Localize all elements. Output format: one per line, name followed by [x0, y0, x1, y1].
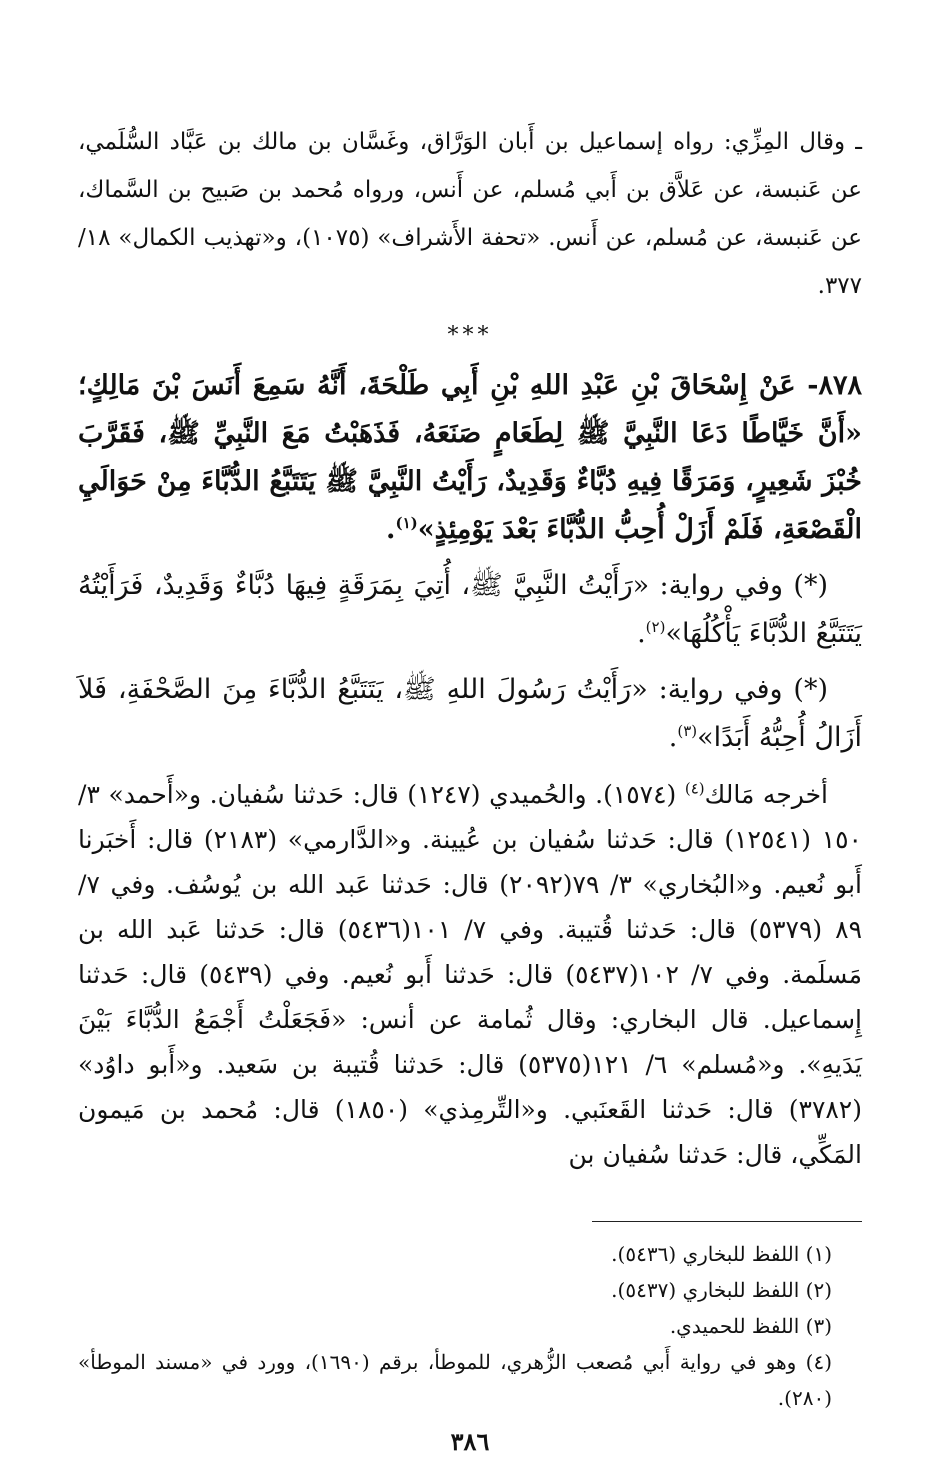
takhrij-text-rest: (١٥٧٤). والحُميدي (١٢٤٧) قال: حَدثنا سُفيان. و«أَحمد» ٣/ ١٥٠ (١٢٥٤١) قال: حَدثنا سُفيان بن عُيينة. و«الدَّارمي» (٢١٨٣) قال: أَخبَرنا أَبو نُعيم. و«البُخاري» ٣/ ٧٩(٢٠٩٢) قال: حَدثنا عَبد الله بن يُوسُف. وفي ٧/ ٨٩ (٥٣٧٩) قال: حَدثنا قُتيبة. وفي ٧/ ١٠١(٥٤٣٦) قال: حَدثنا عَبد الله بن مَسلَمة. وفي ٧/ ١٠٢(٥٤٣٧) قال: حَدثنا أَبو نُعيم. وفي (٥٤٣٩) قال: حَدثنا إِسماعيل. قال البخاري: وقال ثُمامة عن أنس: «فَجَعَلْتُ أَجْمَعُ الدُّبَّاءَ بَيْنَ يَدَيهِ». و«مُسلم» ٦/ ١٢١(٥٣٧٥) قال: حَدثنا قُتيبة بن سَعيد. و«أَبو داوُد» (٣٧٨٢) قال: حَدثنا القَعنَبي. و«التِّرمِذي» (١٨٥٠) قال: مُحمد بن مَيمون المَكِّي، قال: حَدثنا سُفيان بن — [78, 780, 863, 1169]
footnote-2: (٢) اللفظ للبخاري (٥٤٣٧). — [611, 1278, 832, 1302]
riwaya-1-period: . — [637, 618, 646, 649]
footnote-marker-1[interactable]: (١) — [395, 514, 418, 532]
hadith-number: ٨٧٨- — [807, 370, 862, 401]
takhrij-text-start: أخرجه مَالك — [704, 780, 828, 809]
riwaya-text-1: (*) وفي رواية: «رَأَيْتُ النَّبِيَّ ﷺ، أُتِيَ بِمَرَقَةٍ فِيهَا دُبَّاءٌ وَقَدِيدٌ، فَرَأَيْتُهُ يَتَتَبَّعُ الدُّبَّاءَ يَأْكُلُهَا» — [78, 570, 862, 649]
hadith-text: عَنْ إِسْحَاقَ بْنِ عَبْدِ اللهِ بْنِ أَبِي طَلْحَةَ، أَنَّهُ سَمِعَ أَنَسَ بْنَ مَالِكٍ؛ «أَنَّ خَيَّاطًا دَعَا النَّبِيَّ ﷺ لِطَعَامٍ صَنَعَهُ، فَذَهَبْتُ مَعَ النَّبِيِّ ﷺ، فَقَرَّبَ خُبْزَ شَعِيرٍ، وَمَرَقًا فِيهِ دُبَّاءٌ وَقَدِيدٌ، رَأَيْتُ النَّبِيَّ ﷺ يَتَتَبَّعُ الدُّبَّاءَ مِنْ حَوَالَيِ الْقَصْعَةِ، فَلَمْ أَزَلْ أُحِبُّ الدُّبَّاءَ بَعْدَ يَوْمِئِذٍ» — [78, 370, 862, 545]
riwaya-paragraph-2 — [78, 666, 862, 762]
document-page — [78, 118, 863, 1456]
page-number: ٣٨٦ — [450, 1427, 490, 1456]
footnote-separator-line — [592, 1221, 862, 1222]
footnote-1: (١) اللفظ للبخاري (٥٤٣٦). — [611, 1242, 832, 1266]
footnotes-list — [78, 1236, 862, 1416]
section-separator-stars: *** — [447, 323, 493, 348]
footnote-marker-2[interactable]: (٢) — [645, 618, 666, 636]
takhrij-paragraph — [78, 772, 862, 1177]
riwaya-text-2: (*) وفي رواية: «رَأَيْتُ رَسُولَ اللهِ ﷺ، يَتَتَبَّعُ الدُّبَّاءَ مِنَ الصَّحْفَةِ، فَلاَ أَزَالُ أُحِبُّهُ أَبَدًا» — [78, 674, 862, 753]
hadith-paragraph — [78, 362, 862, 554]
footnote-marker-4[interactable]: (٤) — [684, 779, 705, 798]
riwaya-2-period: . — [668, 722, 678, 753]
intro-paragraph: ـ وقال المِزِّي: رواه إسماعيل بن أَبان الوَرَّاق، وغَسَّان بن مالك بن عَبَّاد السُّلَمي، عن عَنبسة، عن عَلاَّق بن أَبي مُسلم، عن أَنس، ورواه مُحمد بن صَبيح بن السَّماك، عن عَنبسة، عن مُسلم، عن أَنس. «تحفة الأَشراف» (١٠٧٥)، و«تهذيب الكمال» ١٨/ ٣٧٧. — [78, 129, 862, 299]
footnote-marker-3[interactable]: (٣) — [677, 722, 698, 740]
footnote-4: (٤) وهو في رواية أَبي مُصعب الزُّهري، للموطأ، برقم (١٦٩٠)، وورد في «مسند الموطأ» (٢٨٠). — [78, 1350, 832, 1410]
riwaya-paragraph-1 — [78, 562, 862, 658]
footnote-3: (٣) اللفظ للحميدي. — [669, 1314, 832, 1338]
hadith-period: . — [386, 514, 396, 545]
